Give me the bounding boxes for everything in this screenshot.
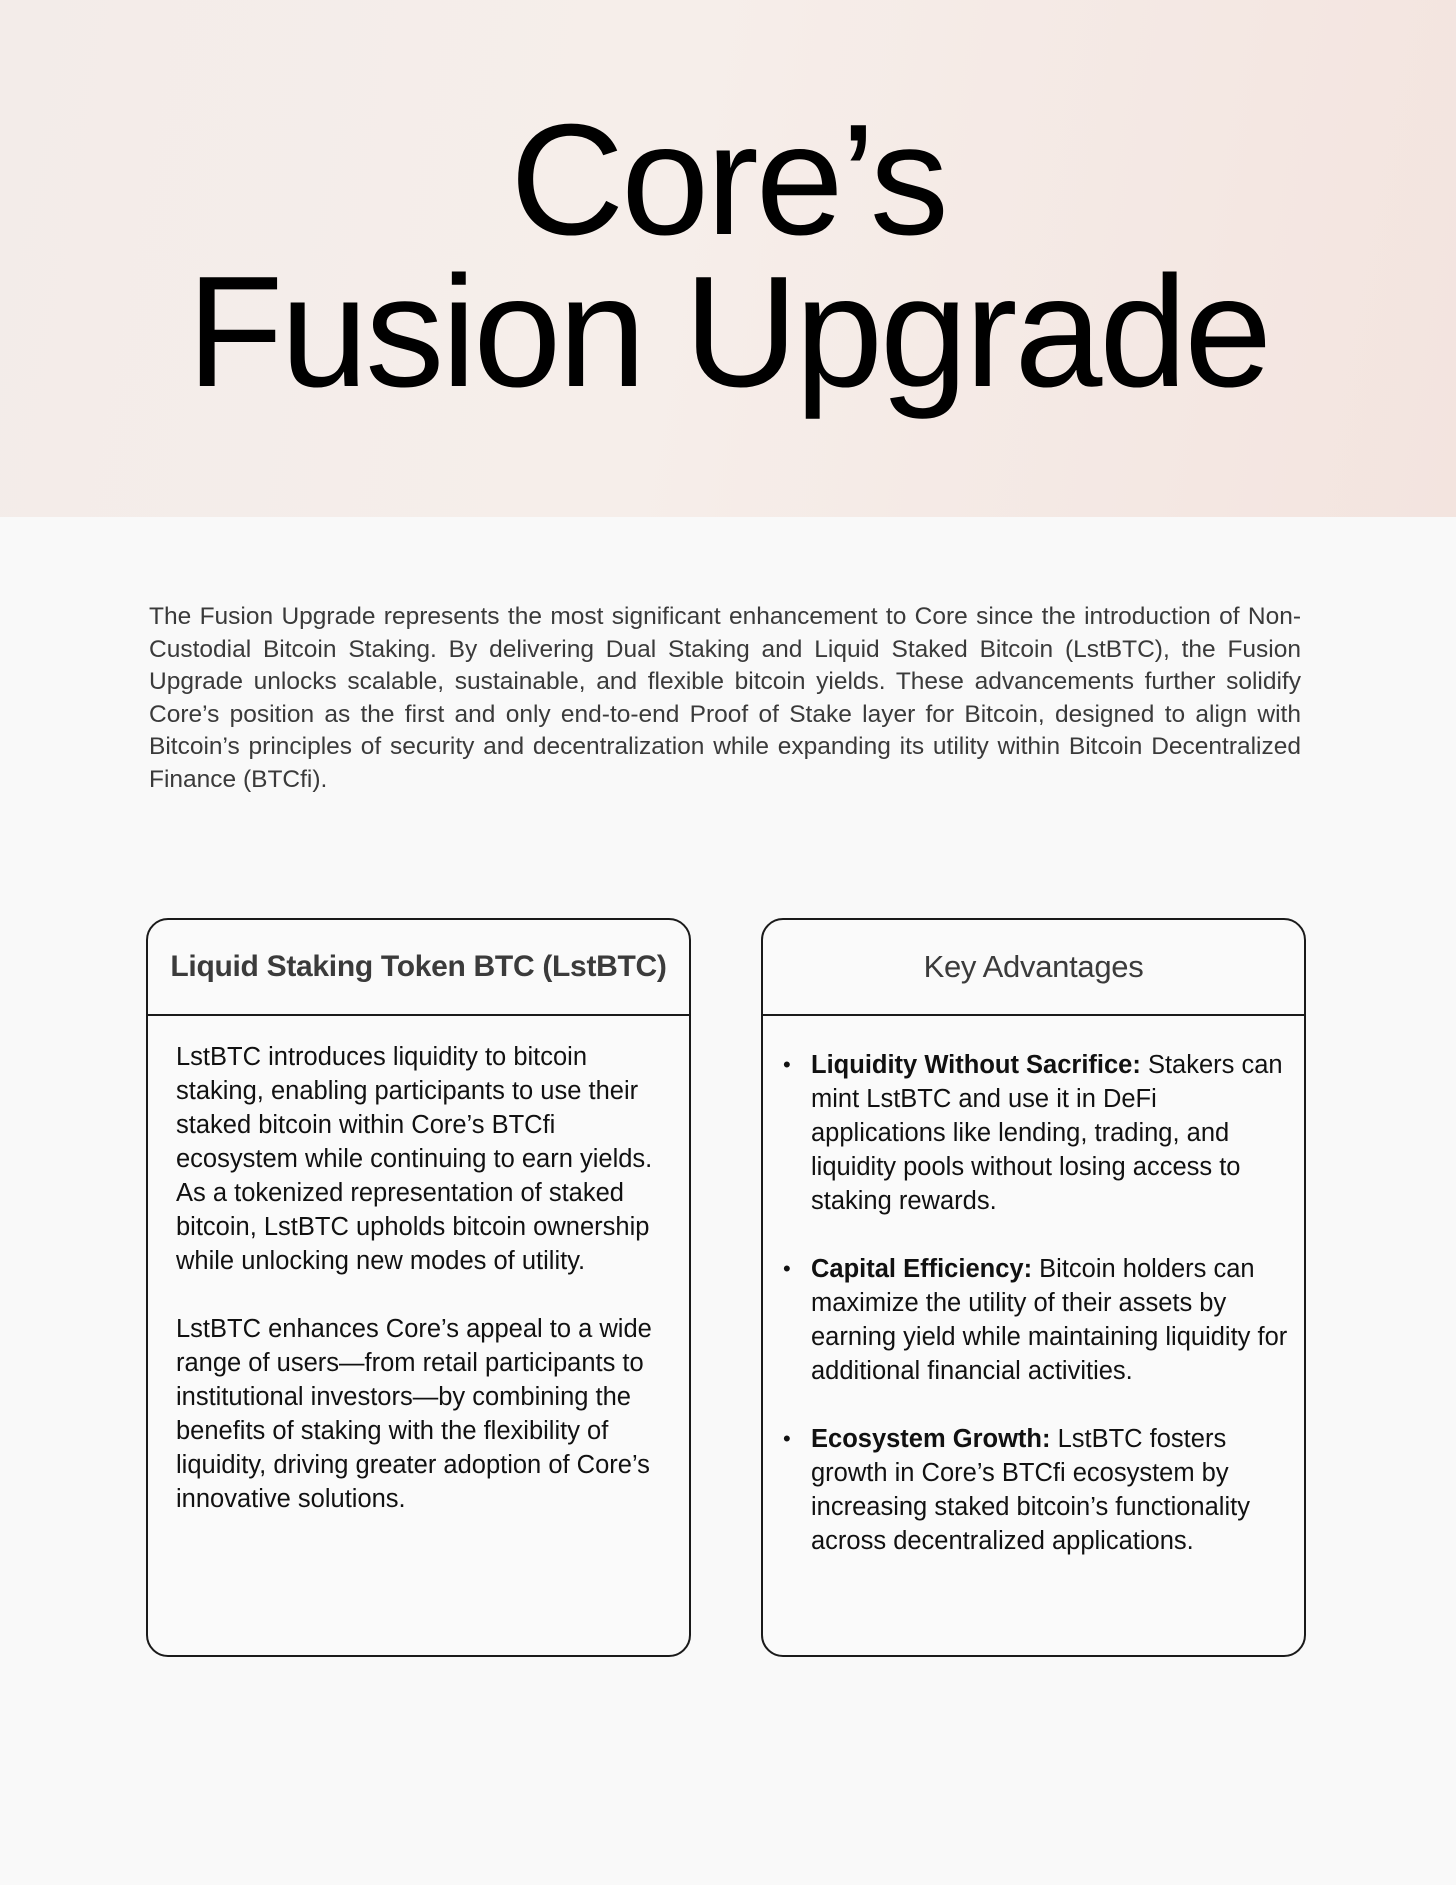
- advantage-item-capital-efficiency: [783, 1252, 1298, 1388]
- advantage-term: Ecosystem Growth:: [811, 1425, 1051, 1453]
- lstbtc-card-body: [148, 1016, 689, 1516]
- lstbtc-paragraph-2: LstBTC enhances Core’s appeal to a wide range of users—from retail participants to institutional investors—by combining the benefits of staking with the flexibility of liquidity, driving greater adoption of Core’s innovative solutions.: [176, 1315, 652, 1513]
- advantage-text: Bitcoin holders can maximize the utility of their assets by earning yield while maintaining liquidity for additional financial activities.: [811, 1255, 1288, 1385]
- key-advantages-list: [763, 1016, 1304, 1558]
- page-title: [0, 92, 1456, 420]
- page-title-line-2: Fusion Upgrade: [186, 244, 1270, 420]
- bullet-icon: •: [783, 1426, 791, 1451]
- bullet-icon: •: [783, 1052, 791, 1077]
- advantage-item-liquidity: [783, 1048, 1298, 1218]
- hero-banner: [0, 0, 1456, 517]
- advantage-text: Stakers can mint LstBTC and use it in DeFi applications like lending, trading, and liquidity pools without losing access to staking rewards.: [811, 1051, 1283, 1215]
- lstbtc-card-title: Liquid Staking Token BTC (LstBTC): [170, 950, 667, 983]
- lstbtc-card: [146, 918, 691, 1657]
- bullet-icon: •: [783, 1256, 791, 1281]
- advantage-text: LstBTC fosters growth in Core’s BTCfi ecosystem by increasing staked bitcoin’s functionality across decentralized applications.: [811, 1425, 1250, 1555]
- lstbtc-card-header: [148, 920, 689, 1016]
- advantage-item-ecosystem-growth: [783, 1422, 1298, 1558]
- key-advantages-card-header: [763, 920, 1304, 1016]
- page-title-line-1: Core’s: [510, 92, 946, 268]
- intro-paragraph: The Fusion Upgrade represents the most significant enhancement to Core since the introduction of Non-Custodial Bitcoin Staking. By delivering Dual Staking and Liquid Staked Bitcoin (LstBTC), the Fusion Upgrade unlocks scalable, sustainable, and flexible bitcoin yields. These advancements further solidify Core’s position as the first and only end-to-end Proof of Stake layer for Bitcoin, designed to align with Bitcoin’s principles of security and decentralization while expanding its utility within Bitcoin Decentralized Finance (BTCfi).: [149, 603, 1301, 793]
- advantage-term: Liquidity Without Sacrifice:: [811, 1051, 1141, 1079]
- key-advantages-card-title: Key Advantages: [923, 949, 1144, 984]
- lstbtc-paragraph-1: LstBTC introduces liquidity to bitcoin staking, enabling participants to use their staked bitcoin within Core’s BTCfi ecosystem while continuing to earn yields. As a tokenized representation of staked bitcoin, LstBTC upholds bitcoin ownership while unlocking new modes of utility.: [176, 1043, 653, 1275]
- advantage-term: Capital Efficiency:: [811, 1255, 1033, 1283]
- key-advantages-card: [761, 918, 1306, 1657]
